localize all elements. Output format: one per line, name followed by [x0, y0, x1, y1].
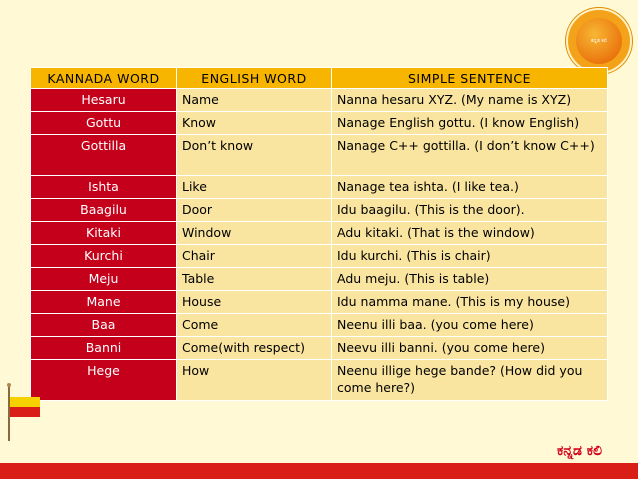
kannada-word-cell: Mane	[31, 291, 177, 314]
english-word-cell: Come(with respect)	[177, 337, 332, 360]
english-word-cell: Don’t know	[177, 135, 332, 176]
sentence-cell: Neenu illige hege bande? (How did you come here?)	[332, 360, 608, 401]
sentence-cell: Idu kurchi. (This is chair)	[332, 245, 608, 268]
english-word-cell: Window	[177, 222, 332, 245]
kannada-word-cell: Baa	[31, 314, 177, 337]
sentence-cell: Nanna hesaru XYZ. (My name is XYZ)	[332, 89, 608, 112]
english-word-cell: Come	[177, 314, 332, 337]
table-header-row	[31, 68, 608, 89]
kannada-word-cell: Banni	[31, 337, 177, 360]
kannada-word-cell: Hege	[31, 360, 177, 401]
footer-bar	[0, 463, 638, 479]
header-simple-sentence: SIMPLE SENTENCE	[332, 68, 608, 89]
logo-text: ಕನ್ನಡ ಕಲಿ	[576, 18, 622, 64]
table-row	[31, 89, 608, 112]
english-word-cell: House	[177, 291, 332, 314]
kannada-word-cell: Hesaru	[31, 89, 177, 112]
sentence-cell: Nanage C++ gottilla. (I don’t know C++)	[332, 135, 608, 176]
kannada-word-cell: Meju	[31, 268, 177, 291]
kannada-word-cell: Kitaki	[31, 222, 177, 245]
sentence-cell: Adu kitaki. (That is the window)	[332, 222, 608, 245]
sentence-cell: Idu namma mane. (This is my house)	[332, 291, 608, 314]
kannada-word-cell: Baagilu	[31, 199, 177, 222]
table-row	[31, 176, 608, 199]
vocabulary-table	[30, 67, 608, 401]
table-row	[31, 268, 608, 291]
kannada-word-cell: Kurchi	[31, 245, 177, 268]
english-word-cell: Table	[177, 268, 332, 291]
table-row	[31, 291, 608, 314]
footer-kannada-kali-text: ಕನ್ನಡ ಕಲಿ	[557, 443, 602, 459]
english-word-cell: Door	[177, 199, 332, 222]
english-word-cell: How	[177, 360, 332, 401]
kannada-word-cell: Gottilla	[31, 135, 177, 176]
kannada-kali-logo-icon	[566, 8, 632, 74]
english-word-cell: Know	[177, 112, 332, 135]
table-row	[31, 199, 608, 222]
table-row	[31, 337, 608, 360]
sentence-cell: Neenu illi baa. (you come here)	[332, 314, 608, 337]
english-word-cell: Like	[177, 176, 332, 199]
sentence-cell: Neevu illi banni. (you come here)	[332, 337, 608, 360]
table-row	[31, 135, 608, 176]
table-row	[31, 112, 608, 135]
header-kannada-word: KANNADA WORD	[31, 68, 177, 89]
kannada-word-cell: Ishta	[31, 176, 177, 199]
karnataka-flag-icon	[2, 383, 42, 443]
sentence-cell: Idu baagilu. (This is the door).	[332, 199, 608, 222]
sentence-cell: Adu meju. (This is table)	[332, 268, 608, 291]
sentence-cell: Nanage tea ishta. (I like tea.)	[332, 176, 608, 199]
table-row	[31, 360, 608, 401]
table-row	[31, 222, 608, 245]
english-word-cell: Name	[177, 89, 332, 112]
sentence-cell: Nanage English gottu. (I know English)	[332, 112, 608, 135]
table-row	[31, 314, 608, 337]
table-row	[31, 245, 608, 268]
kannada-word-cell: Gottu	[31, 112, 177, 135]
header-english-word: ENGLISH WORD	[177, 68, 332, 89]
english-word-cell: Chair	[177, 245, 332, 268]
